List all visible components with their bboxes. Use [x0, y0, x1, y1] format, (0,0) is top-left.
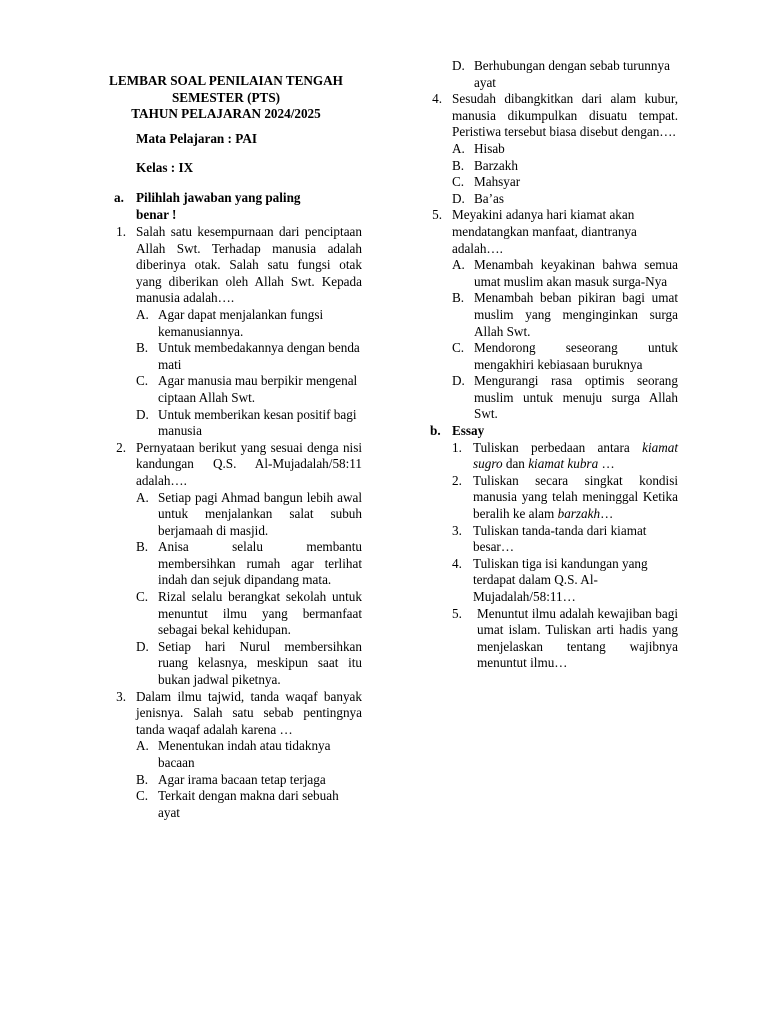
- section-a-marker: a.: [114, 190, 124, 205]
- option-b: B. Menambah beban pikiran bagi umat muslim yang menginginkan surga Allah Swt.: [452, 290, 678, 339]
- option-d: D. Setiap hari Nurul membersihkan ruang kelasnya, meskipun saat itu bukan jadwal piketnya.: [136, 638, 362, 688]
- option-a: A. Menambah keyakinan bahwa semua umat muslim akan masuk surga-Nya: [452, 257, 678, 289]
- option-b: B. Untuk membedakannya dengan benda mati: [136, 340, 360, 372]
- section-b-title: Essay: [452, 423, 485, 439]
- essay-text: Menuntut ilmu adalah kewajiban bagi umat islam. Tuliskan arti hadis yang menjelaskan tentang wajibnya menuntut ilmu…: [477, 605, 678, 671]
- option-d: D. Untuk memberikan kesan positif bagi manusia: [136, 406, 357, 439]
- section-a-heading: [90, 190, 362, 223]
- essay-number: 4.: [452, 555, 462, 571]
- question-3: [90, 689, 362, 822]
- option-c: C. Terkait dengan makna dari sebuah ayat: [136, 788, 339, 820]
- essay-text: Tuliskan secara singkat kondisi manusia yang telah meninggal Ketika beralih ke alam barzakh…: [473, 472, 678, 522]
- option-b: B. Agar irama bacaan tetap terjaga: [136, 771, 326, 787]
- question-number: 3.: [116, 688, 126, 704]
- question-2: [90, 440, 362, 689]
- question-text: Sesudah dibangkitkan dari alam kubur, manusia dikumpulkan disuatu tempat. Peristiwa tersebut biasa disebut dengan….: [452, 91, 678, 140]
- question-text: Salah satu kesempurnaan dari penciptaan Allah Swt. Terhadap manusia adalah diberinya otak. Salah satu fungsi otak yang diberikan oleh Allah Swt. Kepada manusia adalah….: [136, 224, 362, 306]
- essay-number: 2.: [452, 472, 462, 488]
- option-d: D. Mengurangi rasa optimis seorang muslim untuk menuju surga Allah Swt.: [452, 373, 678, 422]
- essay-list: [406, 440, 678, 672]
- section-a-title: Pilihlah jawaban yang paling benar !: [136, 190, 301, 222]
- essay-question-2: [406, 473, 678, 523]
- class-label: Kelas : IX: [136, 160, 194, 175]
- option-d: D. Berhubungan dengan sebab turunnya ayat: [452, 58, 670, 90]
- header-title-line2: SEMESTER (PTS): [171, 89, 281, 105]
- question-number: 4.: [432, 91, 442, 107]
- option-a: A. Agar dapat menjalankan fungsi kemanusiannya.: [136, 306, 324, 339]
- essay-number: 5.: [452, 605, 462, 621]
- essay-text: Tuliskan tanda-tanda dari kiamat besar…: [473, 522, 647, 555]
- question-4: [406, 91, 678, 207]
- subject-label: Mata Pelajaran : PAI: [136, 131, 257, 146]
- right-column: [406, 58, 678, 672]
- option-d: D. Ba’as: [452, 190, 505, 206]
- essay-number: 3.: [452, 522, 462, 538]
- option-a: A. Menentukan indah atau tidaknya bacaan: [136, 738, 331, 770]
- option-c: C. Rizal selalu berangkat sekolah untuk menuntut ilmu yang bermanfaat sebagai bekal kehidupan.: [136, 589, 362, 638]
- question-number: 5.: [432, 207, 442, 223]
- section-b-marker: b.: [430, 423, 441, 439]
- essay-question-5: [406, 606, 678, 672]
- essay-text: Tuliskan tiga isi kandungan yang terdapat dalam Q.S. Al-Mujadalah/58:11…: [473, 555, 648, 604]
- question-5: [406, 207, 678, 423]
- essay-number: 1.: [452, 439, 462, 455]
- option-a: A. Setiap pagi Ahmad bangun lebih awal untuk menjalankan salat subuh berjamaah di masjid.: [136, 489, 362, 538]
- option-b: B. Anisa selalu membantu membersihkan rumah agar terlihat indah dan sejuk dipandang mata.: [136, 539, 362, 588]
- question-number: 2.: [116, 439, 126, 455]
- question-number: 1.: [116, 224, 126, 239]
- document-header: [90, 73, 362, 123]
- essay-question-3: [406, 523, 678, 556]
- essay-text: Tuliskan perbedaan antara kiamat sugro dan kiamat kubra …: [473, 439, 678, 472]
- option-c: C. Mendorong seseorang untuk mengakhiri kebiasaan buruknya: [452, 340, 678, 372]
- left-column: [90, 224, 362, 821]
- header-title-line1: LEMBAR SOAL PENILAIAN TENGAH: [109, 73, 343, 88]
- option-b: B. Barzakh: [452, 157, 518, 173]
- question-text: Dalam ilmu tajwid, tanda waqaf banyak jenisnya. Salah satu sebab pentingnya tanda waqaf adalah karena …: [136, 688, 362, 737]
- essay-question-1: [406, 440, 678, 473]
- question-3-continued: [406, 58, 678, 91]
- question-text: Meyakini adanya hari kiamat akan mendatangkan manfaat, diantranya adalah….: [452, 207, 637, 256]
- option-c: C. Agar manusia mau berpikir mengenal ciptaan Allah Swt.: [136, 373, 358, 405]
- question-1: [90, 224, 362, 440]
- option-a: A. Hisab: [452, 140, 505, 156]
- question-text: Pernyataan berikut yang sesuai denga nisi kandungan Q.S. Al-Mujadalah/58:11 adalah….: [136, 439, 362, 488]
- essay-question-4: [406, 556, 678, 606]
- option-c: C. Mahsyar: [452, 174, 521, 190]
- section-b-heading: [406, 423, 678, 440]
- header-year: TAHUN PELAJARAN 2024/2025: [131, 106, 321, 122]
